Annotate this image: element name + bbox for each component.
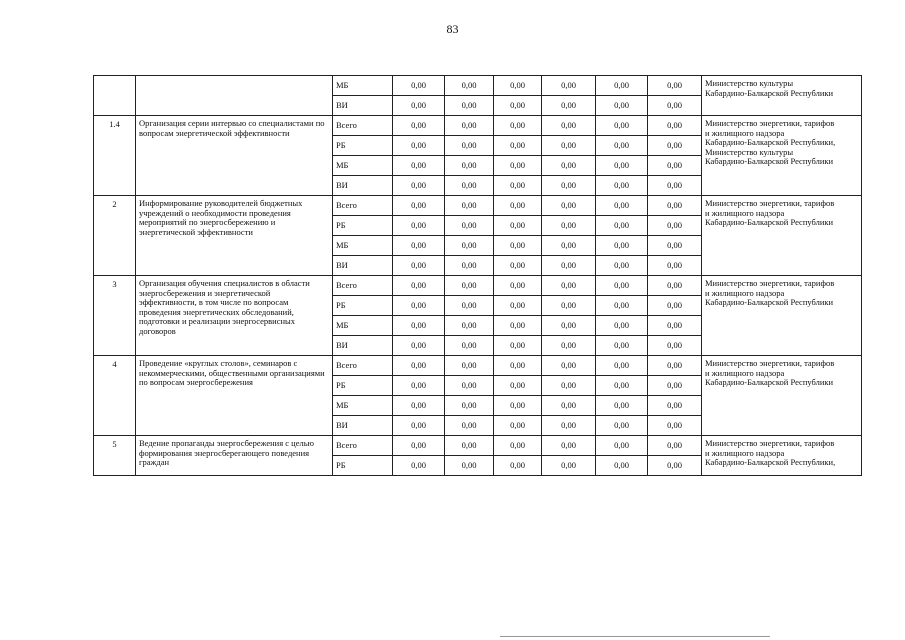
funding-source: ВИ [333,176,393,196]
responsible-line: Министерство энергетики, тарифов [705,118,835,128]
amount-cell: 0,00 [648,116,702,136]
amount-cell: 0,00 [648,436,702,456]
amount-cell: 0,00 [393,216,445,236]
responsible-executor [702,276,862,356]
amount-cell: 0,00 [393,176,445,196]
amount-cell: 0,00 [542,116,596,136]
amount-cell: 0,00 [393,376,445,396]
funding-source: ВИ [333,256,393,276]
amount-cell: 0,00 [648,76,702,96]
program-table [93,75,862,476]
table-row [94,196,862,216]
responsible-line: и жилищного надзора [705,367,785,378]
activity-name: Проведение «круглых столов», семинаров с некоммерческими, общественными организациями по вопросам энергосбережения [136,356,333,436]
amount-cell: 0,00 [393,276,445,296]
responsible-line: Министерство культуры [705,78,794,88]
scan-artifact-line [500,636,770,637]
amount-cell: 0,00 [648,276,702,296]
amount-cell: 0,00 [596,96,648,116]
funding-source: Всего [333,276,393,296]
amount-cell: 0,00 [596,376,648,396]
amount-cell: 0,00 [542,236,596,256]
amount-cell: 0,00 [445,236,494,256]
amount-cell: 0,00 [596,456,648,476]
amount-cell: 0,00 [648,396,702,416]
table-row [94,116,862,136]
amount-cell: 0,00 [596,416,648,436]
responsible-line: и жилищного надзора [705,287,785,298]
amount-cell: 0,00 [648,296,702,316]
funding-source: Всего [333,196,393,216]
amount-cell: 0,00 [393,456,445,476]
responsible-executor [702,196,862,276]
amount-cell: 0,00 [494,276,542,296]
amount-cell: 0,00 [445,376,494,396]
activity-name [136,76,333,116]
amount-cell: 0,00 [494,356,542,376]
item-number [94,76,136,116]
funding-source: МБ [333,156,393,176]
amount-cell: 0,00 [596,436,648,456]
amount-cell: 0,00 [494,416,542,436]
amount-cell: 0,00 [393,256,445,276]
amount-cell: 0,00 [445,436,494,456]
amount-cell: 0,00 [648,176,702,196]
amount-cell: 0,00 [648,236,702,256]
table-row [94,356,862,376]
amount-cell: 0,00 [542,76,596,96]
amount-cell: 0,00 [445,256,494,276]
amount-cell: 0,00 [494,76,542,96]
amount-cell: 0,00 [393,116,445,136]
amount-cell: 0,00 [393,196,445,216]
responsible-line: Кабардино-Балкарской Республики [705,217,834,228]
amount-cell: 0,00 [542,436,596,456]
amount-cell: 0,00 [596,296,648,316]
amount-cell: 0,00 [542,156,596,176]
amount-cell: 0,00 [596,276,648,296]
amount-cell: 0,00 [648,416,702,436]
amount-cell: 0,00 [648,256,702,276]
responsible-line: Кабардино-Балкарской Республики, [705,137,836,148]
amount-cell: 0,00 [596,396,648,416]
amount-cell: 0,00 [445,396,494,416]
funding-source: Всего [333,356,393,376]
amount-cell: 0,00 [494,336,542,356]
responsible-line: и жилищного надзора [705,207,785,218]
amount-cell: 0,00 [494,316,542,336]
responsible-line: Министерство энергетики, тарифов [705,358,835,368]
amount-cell: 0,00 [494,436,542,456]
table-row [94,76,862,96]
table-body [94,76,862,476]
responsible-line: Министерство энергетики, тарифов [705,438,835,448]
activity-name: Организация серии интервью со специалистами по вопросам энергетической эффективности [136,116,333,196]
amount-cell: 0,00 [393,316,445,336]
funding-source: МБ [333,76,393,96]
table-row [94,276,862,296]
amount-cell: 0,00 [445,276,494,296]
amount-cell: 0,00 [542,416,596,436]
amount-cell: 0,00 [542,256,596,276]
amount-cell: 0,00 [542,276,596,296]
amount-cell: 0,00 [393,396,445,416]
amount-cell: 0,00 [494,116,542,136]
amount-cell: 0,00 [542,136,596,156]
amount-cell: 0,00 [445,116,494,136]
responsible-line: Министерство энергетики, тарифов [705,198,835,208]
funding-source: ВИ [333,416,393,436]
responsible-executor [702,116,862,196]
responsible-line: Кабардино-Балкарской Республики [705,297,834,308]
amount-cell: 0,00 [445,336,494,356]
amount-cell: 0,00 [494,256,542,276]
amount-cell: 0,00 [542,456,596,476]
amount-cell: 0,00 [494,176,542,196]
amount-cell: 0,00 [542,376,596,396]
amount-cell: 0,00 [393,356,445,376]
amount-cell: 0,00 [648,196,702,216]
amount-cell: 0,00 [494,296,542,316]
activity-name: Ведение пропаганды энергосбережения с целью формирования энергосберегающего поведения граждан [136,436,333,476]
responsible-line: Кабардино-Балкарской Республики [705,377,834,388]
item-number: 1.4 [94,116,136,196]
amount-cell: 0,00 [648,456,702,476]
table-row [94,436,862,456]
amount-cell: 0,00 [494,136,542,156]
item-number: 4 [94,356,136,436]
amount-cell: 0,00 [596,136,648,156]
amount-cell: 0,00 [445,136,494,156]
responsible-line: и жилищного надзора [705,447,785,458]
amount-cell: 0,00 [393,236,445,256]
funding-source: Всего [333,436,393,456]
amount-cell: 0,00 [393,136,445,156]
amount-cell: 0,00 [393,336,445,356]
amount-cell: 0,00 [494,236,542,256]
amount-cell: 0,00 [596,356,648,376]
amount-cell: 0,00 [542,396,596,416]
funding-source: МБ [333,396,393,416]
amount-cell: 0,00 [596,236,648,256]
amount-cell: 0,00 [445,296,494,316]
amount-cell: 0,00 [648,356,702,376]
funding-source: ВИ [333,96,393,116]
amount-cell: 0,00 [648,376,702,396]
amount-cell: 0,00 [596,176,648,196]
amount-cell: 0,00 [494,196,542,216]
amount-cell: 0,00 [596,76,648,96]
amount-cell: 0,00 [445,456,494,476]
funding-source: РБ [333,136,393,156]
funding-source: РБ [333,216,393,236]
funding-source: РБ [333,456,393,476]
funding-source: РБ [333,296,393,316]
responsible-executor [702,436,862,476]
item-number: 3 [94,276,136,356]
amount-cell: 0,00 [542,176,596,196]
amount-cell: 0,00 [596,196,648,216]
amount-cell: 0,00 [542,316,596,336]
amount-cell: 0,00 [445,176,494,196]
amount-cell: 0,00 [393,416,445,436]
amount-cell: 0,00 [393,156,445,176]
amount-cell: 0,00 [494,156,542,176]
amount-cell: 0,00 [445,216,494,236]
amount-cell: 0,00 [596,156,648,176]
responsible-line: и жилищного надзора [705,127,785,138]
item-number: 2 [94,196,136,276]
funding-source: ВИ [333,336,393,356]
amount-cell: 0,00 [494,396,542,416]
responsible-line: Кабардино-Балкарской Республики [705,156,834,167]
amount-cell: 0,00 [648,336,702,356]
amount-cell: 0,00 [445,196,494,216]
amount-cell: 0,00 [445,76,494,96]
amount-cell: 0,00 [445,316,494,336]
funding-source: Всего [333,116,393,136]
amount-cell: 0,00 [494,376,542,396]
amount-cell: 0,00 [648,316,702,336]
amount-cell: 0,00 [494,96,542,116]
amount-cell: 0,00 [596,216,648,236]
amount-cell: 0,00 [445,156,494,176]
amount-cell: 0,00 [542,336,596,356]
responsible-line: Министерство культуры [705,146,794,157]
amount-cell: 0,00 [596,316,648,336]
amount-cell: 0,00 [494,216,542,236]
responsible-line: Кабардино-Балкарской Республики [705,87,834,98]
amount-cell: 0,00 [445,356,494,376]
amount-cell: 0,00 [393,436,445,456]
amount-cell: 0,00 [494,456,542,476]
amount-cell: 0,00 [596,336,648,356]
responsible-executor [702,76,862,116]
item-number: 5 [94,436,136,476]
amount-cell: 0,00 [393,296,445,316]
amount-cell: 0,00 [596,116,648,136]
amount-cell: 0,00 [542,356,596,376]
funding-source: МБ [333,316,393,336]
amount-cell: 0,00 [648,216,702,236]
activity-name: Информирование руководителей бюджетных учреждений о необходимости проведения мероприятий по энергосбережению и энергетической эффективности [136,196,333,276]
amount-cell: 0,00 [445,416,494,436]
amount-cell: 0,00 [648,96,702,116]
responsible-line: Кабардино-Балкарской Республики, [705,457,836,468]
amount-cell: 0,00 [445,96,494,116]
amount-cell: 0,00 [596,256,648,276]
responsible-line: Министерство энергетики, тарифов [705,278,835,288]
funding-source: РБ [333,376,393,396]
amount-cell: 0,00 [542,96,596,116]
amount-cell: 0,00 [542,296,596,316]
funding-source: МБ [333,236,393,256]
amount-cell: 0,00 [542,216,596,236]
activity-name: Организация обучения специалистов в области энергосбережения и энергетической эффективности, в том числе по вопросам проведения энергетических обследований, подготовки и реализации энергосервисных договоров [136,276,333,356]
amount-cell: 0,00 [648,156,702,176]
amount-cell: 0,00 [393,96,445,116]
responsible-executor [702,356,862,436]
amount-cell: 0,00 [542,196,596,216]
amount-cell: 0,00 [393,76,445,96]
amount-cell: 0,00 [648,136,702,156]
page-number: 83 [446,22,459,36]
